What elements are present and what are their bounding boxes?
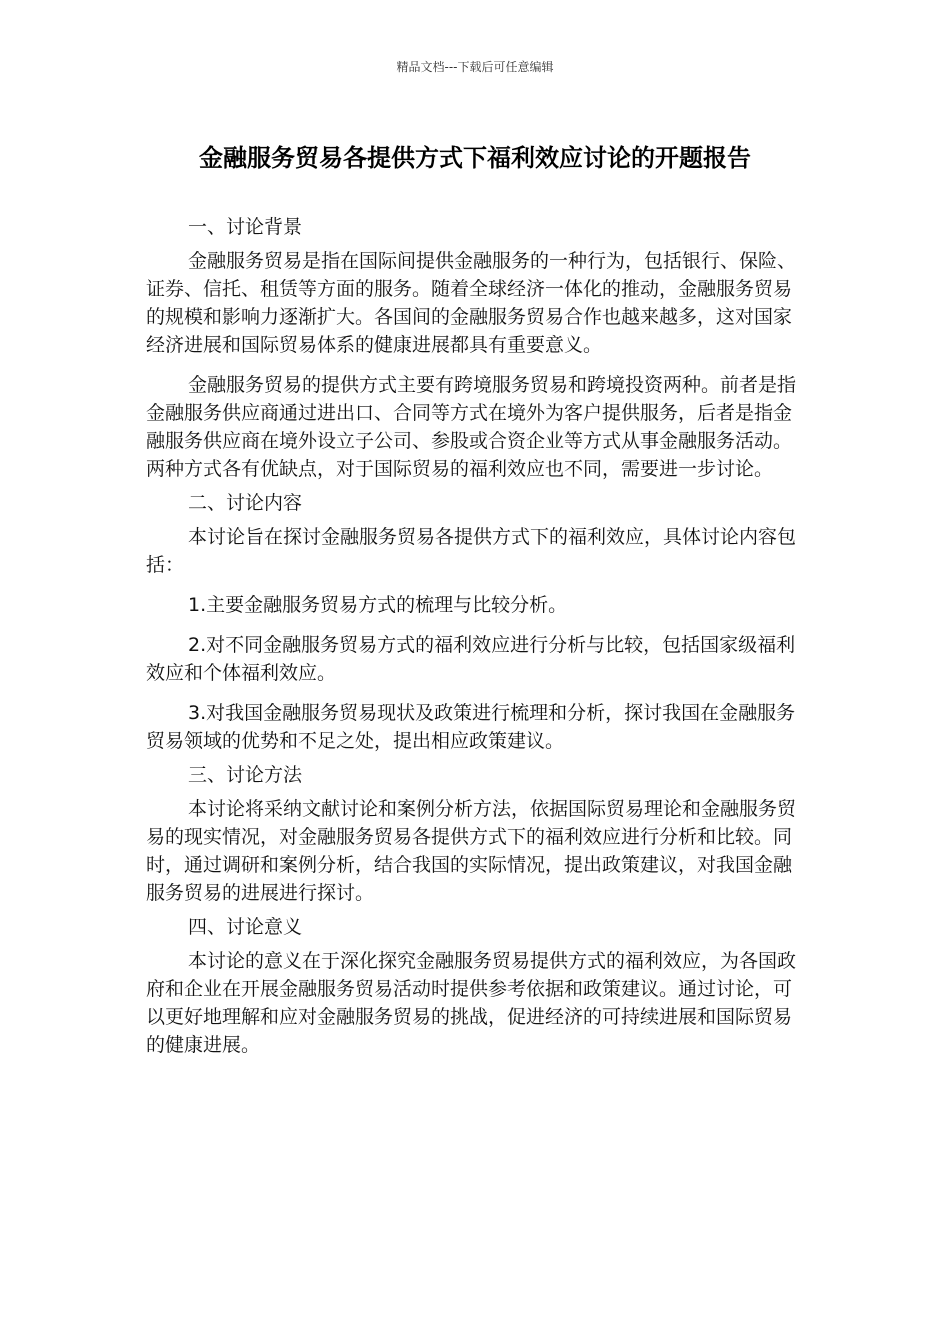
- section-heading-background: 一、讨论背景: [188, 216, 303, 238]
- significance-paragraph: 本讨论的意义在于深化探究金融服务贸易提供方式的福利效应，为各国政府和企业在开展金融服务贸易活动时提供参考依据和政策建议。通过讨论，可以更好地理解和应对金融服务贸易的挑战，促进经济的可持续进展和国际贸易的健康进展。: [146, 950, 797, 1056]
- method-paragraph: 本讨论将采纳文献讨论和案例分析方法，依据国际贸易理论和金融服务贸易的现实情况，对金融服务贸易各提供方式下的福利效应进行分析和比较。同时，通过调研和案例分析，结合我国的实际情况，提出政策建议，对我国金融服务贸易的进展进行探讨。: [146, 798, 797, 904]
- background-paragraph-1: 金融服务贸易是指在国际间提供金融服务的一种行为，包括银行、保险、证券、信托、租赁等方面的服务。随着全球经济一体化的推动，金融服务贸易的规模和影响力逐渐扩大。各国间的金融服务贸易合作也越来越多，这对国家经济进展和国际贸易体系的健康进展都具有重要意义。: [146, 250, 797, 356]
- content-item-3: 3.对我国金融服务贸易现状及政策进行梳理和分析，探讨我国在金融服务贸易领域的优势和不足之处，提出相应政策建议。: [146, 702, 796, 752]
- background-paragraph-2: 金融服务贸易的提供方式主要有跨境服务贸易和跨境投资两种。前者是指金融服务供应商通过进出口、合同等方式在境外为客户提供服务，后者是指金融服务供应商在境外设立子公司、参股或合资企业等方式从事金融服务活动。两种方式各有优缺点，对于国际贸易的福利效应也不同，需要进一步讨论。: [146, 374, 797, 480]
- section-heading-significance: 四、讨论意义: [188, 916, 303, 938]
- content-paragraph-intro: 本讨论旨在探讨金融服务贸易各提供方式下的福利效应，具体讨论内容包括：: [146, 526, 797, 576]
- content-item-1: 1.主要金融服务贸易方式的梳理与比较分析。: [188, 594, 568, 616]
- document-body: [146, 213, 796, 1065]
- section-heading-content: 二、讨论内容: [188, 492, 303, 514]
- header-note: 精品文档---下载后可任意编辑: [396, 60, 554, 74]
- document-title: 金融服务贸易各提供方式下福利效应讨论的开题报告: [199, 144, 751, 172]
- section-heading-method: 三、讨论方法: [188, 764, 303, 786]
- content-item-2: 2.对不同金融服务贸易方式的福利效应进行分析与比较，包括国家级福利效应和个体福利效应。: [146, 634, 796, 684]
